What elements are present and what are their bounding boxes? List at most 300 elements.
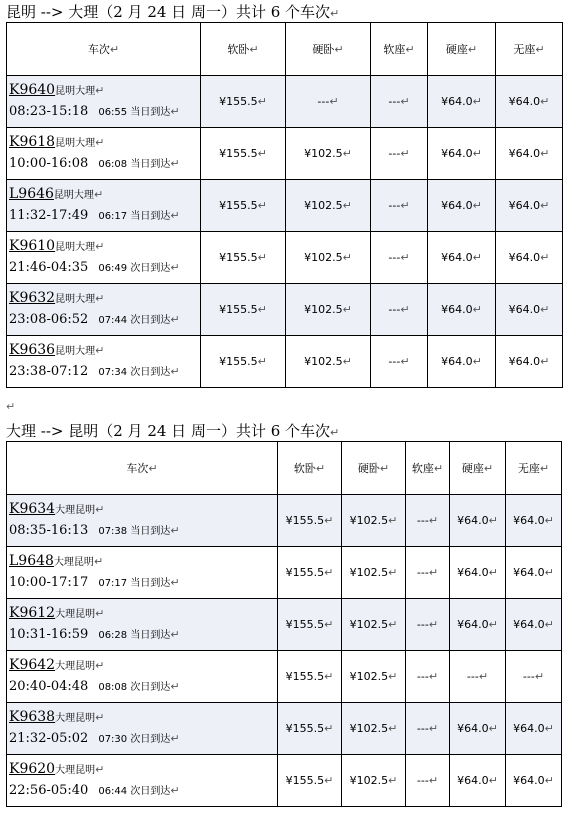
paragraph-mark-icon: ↵ [544,566,554,579]
price-cell [450,495,506,547]
price-value: --- [416,618,429,631]
price-cell [342,703,406,755]
duration-arrival: 07:30 次日到达 [98,734,171,745]
route-label: 昆明大理 [53,190,94,201]
paragraph-mark-icon: ↵ [170,784,180,797]
price-value: ¥102.5 [349,774,389,787]
price-cell [286,336,371,388]
route-label: 大理昆明 [55,609,96,620]
price-cell [201,232,286,284]
paragraph-mark-icon: ↵ [400,303,410,316]
price-value: ¥155.5 [219,199,258,212]
train-cell [7,180,201,232]
price-value: ¥64.0 [457,566,489,579]
price-value: --- [416,566,429,579]
paragraph-mark-icon: ↵ [388,722,398,735]
train-cell [7,599,278,651]
paragraph-mark-icon: ↵ [472,147,482,160]
paragraph-mark-icon: ↵ [488,514,498,527]
price-cell [371,180,428,232]
departure-arrival-time: 08:35-16:13 [9,523,89,538]
paragraph-mark-icon: ↵ [330,426,340,439]
paragraph-mark-icon: ↵ [472,251,482,264]
table-row [7,76,563,128]
price-value: ¥64.0 [457,722,489,735]
paragraph-mark-icon: ↵ [534,670,545,683]
departure-arrival-time: 21:32-05:02 [9,731,89,746]
table2-header-row [7,442,562,495]
header-label: 软卧 [293,462,316,475]
paragraph-mark-icon: ↵ [488,722,498,735]
paragraph-mark-icon: ↵ [170,524,180,537]
header-label: 硬卧 [357,462,380,475]
price-value: ¥155.5 [219,303,258,316]
price-cell [278,651,342,703]
price-value: ¥102.5 [304,199,343,212]
paragraph-mark-icon: ↵ [400,147,410,160]
header-label: 车次 [87,43,110,56]
price-cell [496,284,563,336]
price-value: ¥64.0 [441,147,473,160]
header-label: 无座 [513,43,536,56]
route-label: 大理昆明 [55,765,96,776]
train-number: K9618 [9,134,56,150]
paragraph-mark-icon: ↵ [170,680,180,693]
table2-header-soft-sleeper: 软卧↵ [278,442,342,495]
duration-arrival: 06:55 当日到达 [98,107,171,118]
price-value: --- [388,95,401,108]
train-cell [7,703,278,755]
train-cell [7,232,201,284]
table1-header-row [7,23,563,76]
paragraph-mark-icon: ↵ [342,355,352,368]
price-cell [496,180,563,232]
duration-arrival: 07:17 当日到达 [98,578,171,589]
table1 [6,22,563,388]
paragraph-mark-icon: ↵ [95,240,105,253]
price-cell [496,336,563,388]
departure-arrival-time: 10:00-17:17 [9,575,89,590]
table-row [7,495,562,547]
price-value: ¥64.0 [513,514,545,527]
paragraph-mark-icon: ↵ [170,628,180,641]
train-cell [7,755,278,807]
price-value: ¥64.0 [441,251,473,264]
price-cell [342,547,406,599]
paragraph-mark-icon: ↵ [95,607,105,620]
price-cell [371,232,428,284]
price-value: ¥155.5 [285,774,325,787]
price-value: ¥155.5 [285,670,325,683]
train-number: K9640 [9,82,56,98]
paragraph-mark-icon: ↵ [342,303,352,316]
price-value: --- [317,95,330,108]
duration-arrival: 06:44 次日到达 [98,786,171,797]
duration-arrival: 06:49 次日到达 [98,263,171,274]
price-value: ¥64.0 [513,722,545,735]
table1-title [6,2,339,22]
price-value: ¥64.0 [441,303,473,316]
paragraph-mark-icon: ↵ [478,670,489,683]
paragraph-mark-icon: ↵ [540,303,550,316]
price-cell [342,495,406,547]
paragraph-mark-icon: ↵ [488,566,498,579]
header-label: 软座 [383,43,406,56]
price-value: ¥155.5 [219,355,258,368]
price-cell [450,651,506,703]
table1-title-text: 昆明 --> 大理（2 月 24 日 周一）共计 6 个车次 [6,3,331,21]
price-value: ¥64.0 [508,199,541,212]
departure-arrival-time: 22:56-05:40 [9,783,89,798]
table-row [7,651,562,703]
paragraph-mark-icon: ↵ [342,251,352,264]
table-row [7,755,562,807]
header-label: 车次 [126,462,149,475]
price-value: --- [522,670,535,683]
paragraph-mark-icon: ↵ [342,199,352,212]
price-value: ¥102.5 [349,514,389,527]
paragraph-mark-icon: ↵ [472,355,482,368]
paragraph-mark-icon: ↵ [388,670,398,683]
price-value: ¥102.5 [304,355,343,368]
paragraph-mark-icon: ↵ [257,199,267,212]
price-cell [278,547,342,599]
price-cell [406,755,450,807]
table2-title-text: 大理 --> 昆明（2 月 24 日 周一）共计 6 个车次 [6,422,331,440]
paragraph-mark-icon: ↵ [540,95,550,108]
price-cell [406,495,450,547]
header-label: 无座 [517,462,540,475]
train-cell [7,336,201,388]
train-number: K9632 [9,290,56,306]
table-row [7,599,562,651]
paragraph-mark-icon: ↵ [544,618,554,631]
price-cell [428,128,496,180]
route-label: 昆明大理 [55,86,96,97]
price-cell [342,599,406,651]
table2-header-train: 车次↵ [7,442,278,495]
price-value: --- [416,722,429,735]
duration-arrival: 06:17 当日到达 [98,211,171,222]
paragraph-mark-icon: ↵ [95,292,105,305]
paragraph-mark-icon: ↵ [388,566,398,579]
paragraph-mark-icon: ↵ [540,251,550,264]
train-number: L9648 [9,553,54,569]
price-cell [506,755,562,807]
paragraph-mark-icon: ↵ [95,711,105,724]
paragraph-mark-icon: ↵ [544,722,554,735]
price-value: ¥102.5 [349,722,389,735]
paragraph-mark-icon: ↵ [400,355,410,368]
price-cell [278,703,342,755]
paragraph-mark-icon: ↵ [428,722,439,735]
paragraph-mark-icon: ↵ [472,303,482,316]
departure-arrival-time: 10:31-16:59 [9,627,89,642]
route-label: 昆明大理 [55,242,96,253]
paragraph-mark-icon: ↵ [540,355,550,368]
paragraph-mark-icon: ↵ [400,95,410,108]
route-label: 大理昆明 [55,661,96,672]
price-value: --- [416,774,429,787]
table1-header-soft-seat: 软座↵ [371,23,428,76]
price-value: ¥102.5 [304,251,343,264]
price-value: ¥102.5 [349,618,389,631]
route-label: 大理昆明 [53,557,94,568]
paragraph-mark-icon: ↵ [6,400,16,413]
departure-arrival-time: 23:08-06:52 [9,312,89,327]
price-value: ¥64.0 [508,147,541,160]
paragraph-mark-icon: ↵ [170,576,180,589]
train-number: K9620 [9,761,56,777]
price-value: ¥64.0 [508,303,541,316]
price-value: ¥102.5 [349,566,389,579]
paragraph-mark-icon: ↵ [324,774,334,787]
train-number: K9612 [9,605,56,621]
price-cell [371,76,428,128]
train-cell [7,128,201,180]
paragraph-mark-icon: ↵ [428,566,439,579]
table2-header-no-seat: 无座↵ [506,442,562,495]
departure-arrival-time: 20:40-04:48 [9,679,89,694]
price-value: ¥64.0 [457,514,489,527]
duration-arrival: 06:28 当日到达 [98,630,171,641]
table2-title [6,421,339,441]
paragraph-mark-icon: ↵ [488,774,498,787]
price-cell [286,232,371,284]
price-cell [201,336,286,388]
paragraph-mark-icon: ↵ [428,618,439,631]
table2-header-hard-sleeper: 硬卧↵ [342,442,406,495]
paragraph-mark-icon: ↵ [428,514,439,527]
price-cell [342,651,406,703]
price-cell [450,599,506,651]
price-value: --- [466,670,479,683]
train-number: K9634 [9,501,56,517]
price-value: ¥64.0 [513,774,545,787]
price-cell [428,76,496,128]
table-row [7,232,563,284]
price-cell [286,180,371,232]
price-cell [286,128,371,180]
header-label: 软座 [411,462,434,475]
price-cell [450,755,506,807]
paragraph-mark-icon: ↵ [472,95,482,108]
train-number: L9646 [9,186,54,202]
price-value: ¥102.5 [349,670,389,683]
paragraph-mark-icon: ↵ [170,313,180,326]
duration-arrival: 08:08 次日到达 [98,682,171,693]
departure-arrival-time: 21:46-04:35 [9,260,89,275]
route-label: 昆明大理 [55,138,96,149]
price-cell [201,76,286,128]
price-cell [286,284,371,336]
price-cell [278,599,342,651]
paragraph-mark-icon: ↵ [257,303,267,316]
paragraph-mark-icon: ↵ [170,261,180,274]
paragraph-mark-icon: ↵ [170,209,180,222]
price-value: ¥155.5 [285,722,325,735]
table1-header-no-seat: 无座↵ [496,23,563,76]
table1-header-soft-sleeper: 软卧↵ [201,23,286,76]
paragraph-mark-icon: ↵ [540,147,550,160]
paragraph-mark-icon: ↵ [388,618,398,631]
paragraph-mark-icon: ↵ [257,147,267,160]
price-value: --- [388,355,401,368]
table1-body [7,76,563,388]
paragraph-mark-icon: ↵ [324,514,334,527]
paragraph-mark-icon: ↵ [257,251,267,264]
price-value: ¥64.0 [508,95,541,108]
departure-arrival-time: 23:38-07:12 [9,364,89,379]
paragraph-mark-icon: ↵ [388,514,398,527]
train-number: K9642 [9,657,56,673]
price-value: ¥155.5 [285,514,325,527]
table2 [6,441,562,807]
paragraph-mark-icon: ↵ [330,7,340,20]
table-row [7,284,563,336]
paragraph-mark-icon: ↵ [93,188,104,201]
paragraph-mark-icon: ↵ [95,136,105,149]
price-cell [428,336,496,388]
price-cell [342,755,406,807]
price-cell [506,599,562,651]
price-value: ¥64.0 [457,774,489,787]
route-label: 大理昆明 [55,505,96,516]
price-value: --- [388,303,401,316]
price-cell [406,599,450,651]
price-cell [506,703,562,755]
table1-header-hard-sleeper: 硬卧↵ [286,23,371,76]
departure-arrival-time: 11:32-17:49 [9,208,89,223]
paragraph-mark-icon: ↵ [324,618,334,631]
route-label: 昆明大理 [55,346,96,357]
price-value: --- [388,251,401,264]
price-cell [286,76,371,128]
price-cell [496,128,563,180]
header-label: 软卧 [227,43,250,56]
departure-arrival-time: 10:00-16:08 [9,156,89,171]
table-row [7,336,563,388]
paragraph-mark-icon: ↵ [324,670,334,683]
paragraph-mark-icon: ↵ [257,355,267,368]
table2-body [7,495,562,807]
paragraph-mark-icon: ↵ [472,199,482,212]
price-cell [406,651,450,703]
paragraph-mark-icon: ↵ [388,774,398,787]
price-value: ¥64.0 [508,355,541,368]
price-value: ¥155.5 [219,147,258,160]
train-cell [7,284,201,336]
price-value: ¥155.5 [285,566,325,579]
paragraph-mark-icon: ↵ [428,774,439,787]
table1-header-train: 车次↵ [7,23,201,76]
price-cell [371,284,428,336]
table2-header-soft-seat: 软座↵ [406,442,450,495]
table2-header-hard-seat: 硬座↵ [450,442,506,495]
paragraph-mark-icon: ↵ [257,95,267,108]
departure-arrival-time: 08:23-15:18 [9,104,89,119]
train-cell [7,651,278,703]
price-cell [371,128,428,180]
table-row [7,547,562,599]
price-value: --- [416,514,429,527]
price-value: ¥102.5 [304,303,343,316]
table-row [7,180,563,232]
paragraph-mark-icon: ↵ [170,365,180,378]
header-label: 硬卧 [312,43,335,56]
train-cell [7,547,278,599]
price-cell [450,703,506,755]
paragraph-mark-icon: ↵ [342,147,352,160]
price-cell [496,76,563,128]
price-value: --- [416,670,429,683]
price-cell [201,180,286,232]
header-label: 硬座 [461,462,484,475]
price-value: ¥64.0 [508,251,541,264]
price-cell [278,755,342,807]
price-value: ¥155.5 [285,618,325,631]
train-cell [7,76,201,128]
price-cell [406,703,450,755]
paragraph-mark-icon: ↵ [324,566,334,579]
paragraph-mark-icon: ↵ [544,514,554,527]
duration-arrival: 06:08 当日到达 [98,159,171,170]
route-label: 大理昆明 [55,713,96,724]
price-value: ¥64.0 [441,355,473,368]
paragraph-mark-icon: ↵ [329,95,339,108]
table-row [7,703,562,755]
table-row [7,128,563,180]
train-number: K9636 [9,342,56,358]
price-cell [201,128,286,180]
price-cell [496,232,563,284]
price-cell [406,547,450,599]
paragraph-mark-icon: ↵ [324,722,334,735]
price-value: ¥102.5 [304,147,343,160]
header-label: 硬座 [445,43,468,56]
paragraph-mark-icon: ↵ [400,251,410,264]
paragraph-mark-icon: ↵ [170,105,180,118]
paragraph-mark-icon: ↵ [540,199,550,212]
price-cell [428,232,496,284]
price-cell [450,547,506,599]
price-cell [506,547,562,599]
price-cell [506,651,562,703]
route-label: 昆明大理 [55,294,96,305]
paragraph-mark-icon: ↵ [170,157,180,170]
duration-arrival: 07:38 当日到达 [98,526,171,537]
price-value: ¥64.0 [513,618,545,631]
paragraph-mark-icon: ↵ [95,503,105,516]
train-cell [7,495,278,547]
price-value: ¥64.0 [441,199,473,212]
price-value: ¥155.5 [219,95,258,108]
price-cell [278,495,342,547]
paragraph-mark-icon: ↵ [170,732,180,745]
price-cell [506,495,562,547]
price-cell [428,180,496,232]
duration-arrival: 07:34 次日到达 [98,367,171,378]
train-number: K9610 [9,238,56,254]
paragraph-mark-icon: ↵ [95,659,105,672]
paragraph-mark-icon: ↵ [428,670,439,683]
paragraph-mark-icon: ↵ [400,199,410,212]
paragraph-mark-icon: ↵ [488,618,498,631]
price-value: ¥64.0 [441,95,473,108]
paragraph-mark-icon: ↵ [95,84,105,97]
train-number: K9638 [9,709,56,725]
paragraph-mark-icon: ↵ [544,774,554,787]
